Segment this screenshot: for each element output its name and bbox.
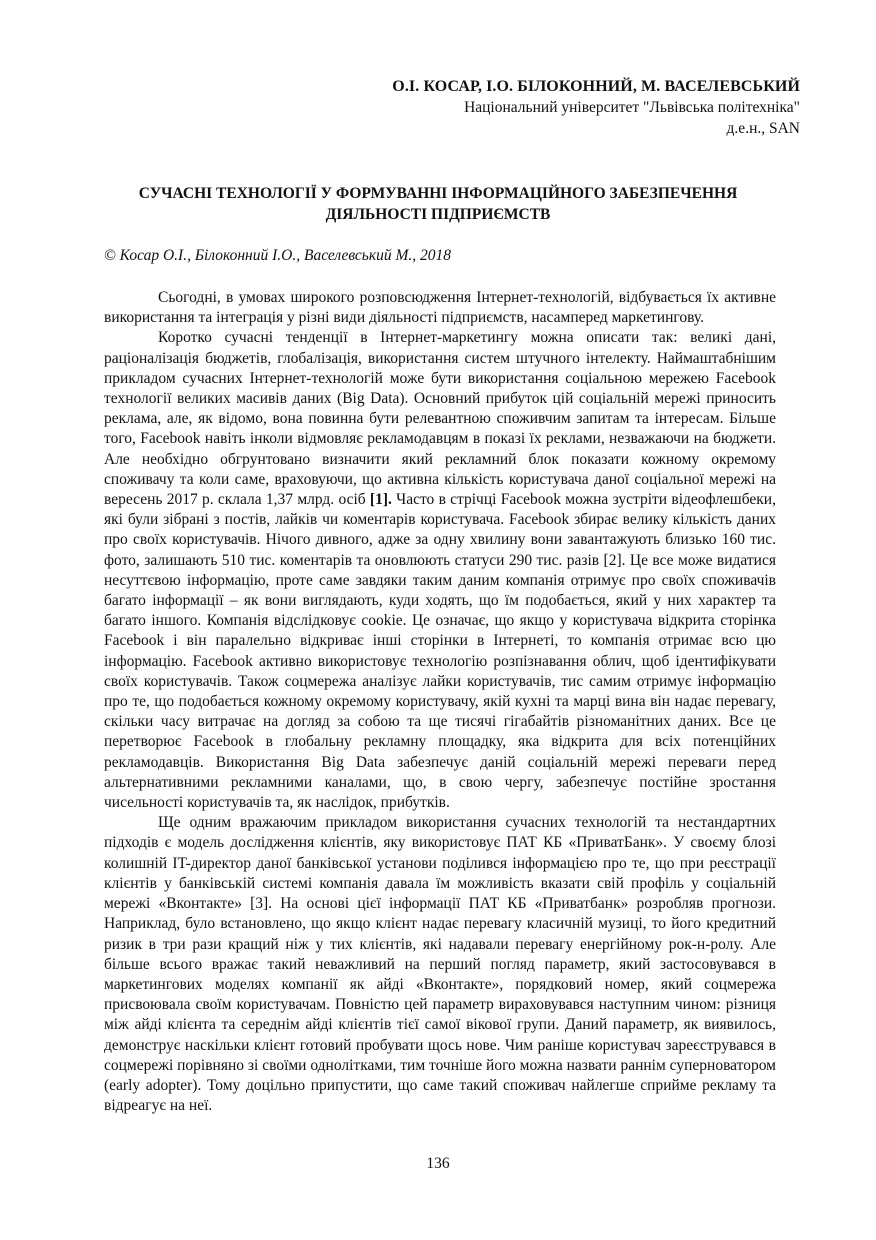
- page-number: 136: [426, 1155, 450, 1172]
- affiliation-line: Національний університет "Львівська політехніка": [464, 99, 800, 116]
- paragraph-1: Сьогодні, в умовах широкого розповсюдження Інтернет-технологій, відбувається їх активне використання та інтеграція у різні види діяльності підприємств, насамперед маркетингову.: [104, 289, 776, 327]
- title-line-2: ДІЯЛЬНОСТІ ПІДПРИЄМСТВ: [325, 206, 551, 223]
- citation-ref-1: [1].: [369, 491, 392, 509]
- title-line-1: СУЧАСНІ ТЕХНОЛОГІЇ У ФОРМУВАННІ ІНФОРМАЦІЙНОГО ЗАБЕЗПЕЧЕННЯ: [138, 185, 738, 202]
- article-title: [100, 183, 776, 225]
- degree-line: д.е.н., SAN: [726, 120, 800, 137]
- authors-line: О.І. КОСАР, І.О. БІЛОКОННИЙ, М. ВАСЕЛЕВСЬКИЙ: [392, 78, 800, 95]
- paragraph-2-text-b: Часто в стрічці Facebook можна зустріти відеофлешбеки, які були зібрані з постів, лайків чи коментарів користувача. Facebook збирає велику кількість даних про своїх користувачів. Нічого дивного, адже за одну хвилину вони завантажують близько 160 тис. фото, залишають 510 тис. коментарів та оновлюють статуси 290 тис. разів [2]. Це все може видатися несуттєвою інформацію, проте саме завдяки таким даним компанія отримує про своїх споживачів багато інформації – як вони виглядають, куди ходять, що їм подобається, який у них характер та багато іншого. Компанія відслідковує cookie. Це означає, що якщо у користувача відкрита сторінка Facebook і він паралельно відкриває інші сторінки в Інтернеті, то компанія отримає всю цю інформацію. Facebook активно використовує технологію розпізнавання облич, щоб ідентифікувати своїх користувачів. Також соцмережа аналізує лайки користувачів, тис самим отримує інформацію про те, що подобається кожному окремому користувачу, якій кухні та марці вина він надає перевагу, скільки часу витрачає на догляд за собою та ще тисячі гігабайтів різноманітних даних. Все це перетворює Facebook в глобальну рекламну площадку, яка відкрита для всіх потенційних рекламодавців. Використання Big Data забезпечує даній соціальній мережі переваги перед альтернативними рекламними каналами, що, в свою чергу, забезпечує постійне зростання чисельності користувачів та, як наслідок, прибутків.: [104, 491, 776, 812]
- author-header: [392, 76, 800, 139]
- copyright-line: © Косар О.І., Білоконний І.О., Васелевський М., 2018: [104, 247, 452, 264]
- paragraph-3: Ще одним вражаючим прикладом використання сучасних технологій та нестандартних підходів є модель дослідження клієнтів, яку використовує ПАТ КБ «ПриватБанк». У своєму блозі колишній IT-директор даної банківської установи поділився інформацією про те, що при реєстрації клієнтів у банківській системі компанія давала їм можливість вказати свій профіль у соціальній мережі «Вконтакте» [3]. На основі цієї інформації ПАТ КБ «Приватбанк» розробляв прогнози. Наприклад, було встановлено, що якщо клієнт надає перевагу класичній музиці, то його кредитний ризик в три рази кращий ніж у тих клієнтів, які надавали перевагу енергійному рок-н-ролу. Але більше всього вражає такий неважливий на перший погляд параметр, який застосовувався в маркетингових моделях компанії як айді «Вконтакте», порядковий номер, який соцмережа присвоювала своїм користувачам. Повністю цей параметр вираховувався наступним чином: різниця між айді клієнта та середнім айді клієнтів тієї самої вікової групи. Даний параметр, як виявилось, демонструє наскільки клієнт готовий пробувати щось нове. Чим раніше користувач зареєструвався в соцмережі порівняно зі своїми однолітками, тим точніше його можна назвати раннім суперноватором (early adopter). Тому доцільно припустити, що саме такий споживач найлегше сприйме рекламу та відреагує на неї.: [104, 814, 776, 1115]
- paragraph-2: [104, 328, 776, 813]
- paragraph-2-text-a: Коротко сучасні тенденції в Інтернет-маркетингу можна описати так: великі дані, раціоналізація бюджетів, глобалізація, використання систем штучного інтелекту. Наймаштабнішим прикладом сучасних Інтернет-технологій може бути використання соціальною мережею Facebook технології великих масивів даних (Big Data). Основний прибуток цій соціальній мережі приносить реклама, але, як відомо, вона повинна бути релевантною споживчим запитам та інтересам. Більше того, Facebook навіть інколи відмовляє рекламодавцям в показі їх реклами, незважаючи на бюджети. Але необхідно обгрунтовано визначити який рекламний блок показати кожному окремому споживачу та коли саме, враховуючи, що активна кількість користувача даної соціальної мережі на вересень 2017 р. склала 1,37 млрд. осіб: [104, 329, 776, 509]
- article-body: [104, 288, 776, 1116]
